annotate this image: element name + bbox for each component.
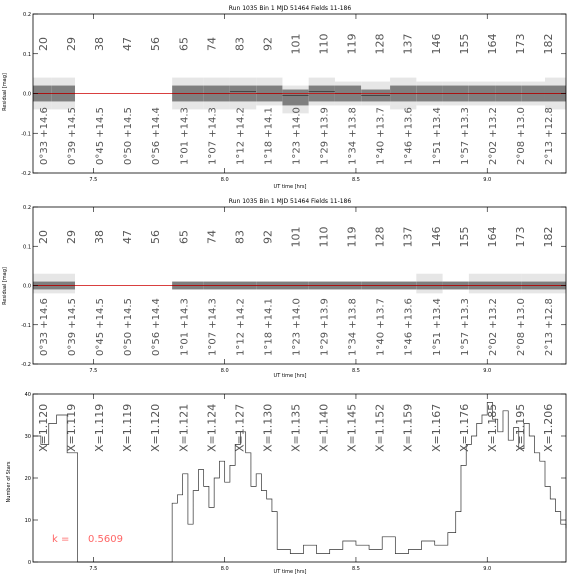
field-number-label: 20 <box>37 230 51 244</box>
field-position-label: 1°01 +14.3 <box>179 298 191 356</box>
airmass-label: X=1.159 <box>401 403 415 452</box>
field-position-label: 1°18 +14.1 <box>263 107 275 165</box>
field-number-label: 137 <box>401 33 415 55</box>
k-label: k = <box>52 534 70 545</box>
field-position-label: 1°12 +14.2 <box>235 298 247 356</box>
field-number-label: 47 <box>121 230 135 244</box>
airmass-label: X=1.119 <box>65 403 79 452</box>
x-tick-label: 9.0 <box>483 566 492 572</box>
x-tick-label: 9.0 <box>483 177 492 183</box>
k-value: 0.5609 <box>88 534 123 545</box>
x-tick-label: 8.0 <box>220 368 229 374</box>
field-position-label: 2°13 +12.8 <box>543 298 555 356</box>
field-number-label: 20 <box>37 37 51 51</box>
field-number-label: 92 <box>261 230 275 244</box>
field-number-label: 182 <box>541 33 555 55</box>
field-position-label: 1°51 +13.4 <box>431 298 443 356</box>
x-tick-label: 7.5 <box>89 566 98 572</box>
x-tick-label: 7.5 <box>89 177 98 183</box>
field-number-label: 83 <box>233 229 247 244</box>
airmass-label: X=1.135 <box>289 403 303 452</box>
field-number-label: 164 <box>485 33 499 55</box>
field-position-label: 1°34 +13.8 <box>347 298 359 356</box>
field-number-label: 65 <box>177 37 191 51</box>
airmass-label: X=1.120 <box>37 403 51 452</box>
field-number-label: 29 <box>65 37 79 51</box>
field-number-label: 155 <box>457 226 471 248</box>
field-number-label: 47 <box>121 37 135 51</box>
y-tick-label: 0.2 <box>23 12 31 18</box>
field-position-label: 0°56 +14.4 <box>151 298 163 356</box>
y-tick-label: 40 <box>24 392 31 398</box>
airmass-label: X=1.119 <box>93 403 107 452</box>
airmass-label: X=1.167 <box>429 403 443 452</box>
field-position-label: 1°40 +13.7 <box>375 298 387 356</box>
y-axis-label: Residual [mag] <box>2 267 8 305</box>
y-tick-label: 20 <box>24 476 31 482</box>
airmass-label: X=1.121 <box>177 403 191 452</box>
field-position-label: 0°45 +14.5 <box>95 107 107 165</box>
field-position-label: 0°45 +14.5 <box>95 298 107 356</box>
star-count-panel <box>6 392 566 575</box>
field-position-label: 1°29 +13.9 <box>319 107 331 165</box>
airmass-label: X=1.140 <box>317 403 331 452</box>
field-position-label: 1°46 +13.6 <box>403 298 415 356</box>
field-position-label: 1°51 +13.4 <box>431 107 443 165</box>
y-tick-label: -0.2 <box>21 171 31 177</box>
y-tick-label: 0.0 <box>23 283 31 290</box>
airmass-label: X=1.152 <box>373 403 387 452</box>
x-tick-label: 8.0 <box>220 566 229 572</box>
field-number-label: 56 <box>149 230 163 244</box>
field-number-label: 146 <box>429 226 443 248</box>
airmass-label: X=1.130 <box>261 403 275 452</box>
field-number-label: 110 <box>317 226 331 248</box>
field-number-label: 119 <box>345 33 359 55</box>
y-axis-label: Number of Stars <box>6 461 12 503</box>
field-number-label: 38 <box>93 230 107 244</box>
field-number-label: 173 <box>513 33 527 55</box>
field-number-label: 29 <box>65 230 79 244</box>
field-position-label: 2°08 +13.0 <box>515 298 527 356</box>
x-axis-label: UT time [hrs] <box>273 373 307 379</box>
y-tick-label: 0.1 <box>23 244 31 251</box>
field-position-label: 0°39 +14.5 <box>67 107 79 165</box>
field-position-label: 1°29 +13.9 <box>319 298 331 356</box>
y-tick-label: 30 <box>24 434 31 440</box>
y-tick-label: 0.2 <box>23 205 31 211</box>
field-position-label: 1°07 +14.3 <box>207 107 219 165</box>
field-position-label: 2°13 +12.8 <box>543 107 555 165</box>
field-position-label: 1°12 +14.2 <box>235 107 247 165</box>
airmass-label: X=1.206 <box>541 403 555 452</box>
field-number-label: 92 <box>261 37 275 51</box>
x-tick-label: 8.5 <box>351 368 360 374</box>
field-position-label: 2°08 +13.0 <box>515 107 527 165</box>
airmass-label: X=1.127 <box>233 403 247 452</box>
field-number-label: 56 <box>149 37 163 51</box>
field-number-label: 128 <box>373 226 387 248</box>
field-number-label: 146 <box>429 33 443 55</box>
field-position-label: 0°56 +14.4 <box>151 107 163 165</box>
x-tick-label: 9.0 <box>483 368 492 374</box>
inner-band <box>282 90 308 106</box>
airmass-label: X=1.145 <box>345 403 359 452</box>
y-tick-label: 10 <box>24 518 31 524</box>
field-number-label: 74 <box>205 230 219 244</box>
x-tick-label: 8.0 <box>220 177 229 183</box>
field-position-label: 0°50 +14.5 <box>123 298 135 356</box>
y-tick-label: 0 <box>27 560 31 566</box>
field-number-label: 119 <box>345 226 359 248</box>
residual-panel-middle <box>2 198 566 379</box>
field-position-label: 1°23 +14.0 <box>291 298 303 356</box>
airmass-label: X=1.120 <box>149 403 163 452</box>
field-position-label: 0°50 +14.5 <box>123 107 135 165</box>
field-position-label: 1°07 +14.3 <box>207 298 219 356</box>
field-number-label: 101 <box>289 226 303 248</box>
airmass-label: X=1.176 <box>457 403 471 452</box>
field-number-label: 74 <box>205 37 219 51</box>
field-position-label: 0°33 +14.6 <box>39 107 51 165</box>
field-number-label: 164 <box>485 226 499 248</box>
field-number-label: 65 <box>177 230 191 244</box>
field-position-label: 1°40 +13.7 <box>375 107 387 165</box>
field-position-label: 1°46 +13.6 <box>403 107 415 165</box>
y-tick-label: -0.1 <box>21 131 31 138</box>
field-position-label: 1°01 +14.3 <box>179 107 191 165</box>
y-tick-label: -0.1 <box>21 322 31 329</box>
field-number-label: 137 <box>401 226 415 248</box>
airmass-label: X=1.124 <box>205 403 219 452</box>
field-number-label: 155 <box>457 33 471 55</box>
airmass-label: X=1.195 <box>513 403 527 452</box>
y-tick-label: -0.2 <box>21 362 31 368</box>
x-axis-label: UT time [hrs] <box>273 184 307 190</box>
field-number-label: 173 <box>513 226 527 248</box>
field-number-label: 182 <box>541 226 555 248</box>
field-number-label: 101 <box>289 33 303 55</box>
y-axis-label: Residual [mag] <box>2 73 8 111</box>
field-position-label: 0°33 +14.6 <box>39 298 51 356</box>
residual-panel-top <box>2 5 566 190</box>
field-number-label: 38 <box>93 37 107 51</box>
x-axis-label: UT time [hrs] <box>273 569 307 575</box>
field-number-label: 83 <box>233 36 247 51</box>
airmass-label: X=1.185 <box>485 403 499 452</box>
field-position-label: 1°57 +13.3 <box>459 298 471 356</box>
x-tick-label: 7.5 <box>89 368 98 374</box>
panel-title: Run 1035 Bin 1 MJD 51464 Fields 11-186 <box>228 5 352 12</box>
field-position-label: 1°18 +14.1 <box>263 298 275 356</box>
x-tick-label: 8.5 <box>351 566 360 572</box>
field-position-label: 0°39 +14.5 <box>67 298 79 356</box>
field-position-label: 1°57 +13.3 <box>459 107 471 165</box>
x-tick-label: 8.5 <box>351 177 360 183</box>
y-tick-label: 0.0 <box>23 91 31 98</box>
y-tick-label: 0.1 <box>23 51 31 58</box>
field-position-label: 2°02 +13.2 <box>487 107 499 165</box>
airmass-label: X=1.119 <box>121 403 135 452</box>
field-position-label: 2°02 +13.2 <box>487 298 499 356</box>
field-number-label: 110 <box>317 33 331 55</box>
field-position-label: 1°34 +13.8 <box>347 107 359 165</box>
panel-title: Run 1035 Bin 1 MJD 51464 Fields 11-186 <box>228 198 352 205</box>
field-number-label: 128 <box>373 33 387 55</box>
field-position-label: 1°23 +14.0 <box>291 107 303 165</box>
